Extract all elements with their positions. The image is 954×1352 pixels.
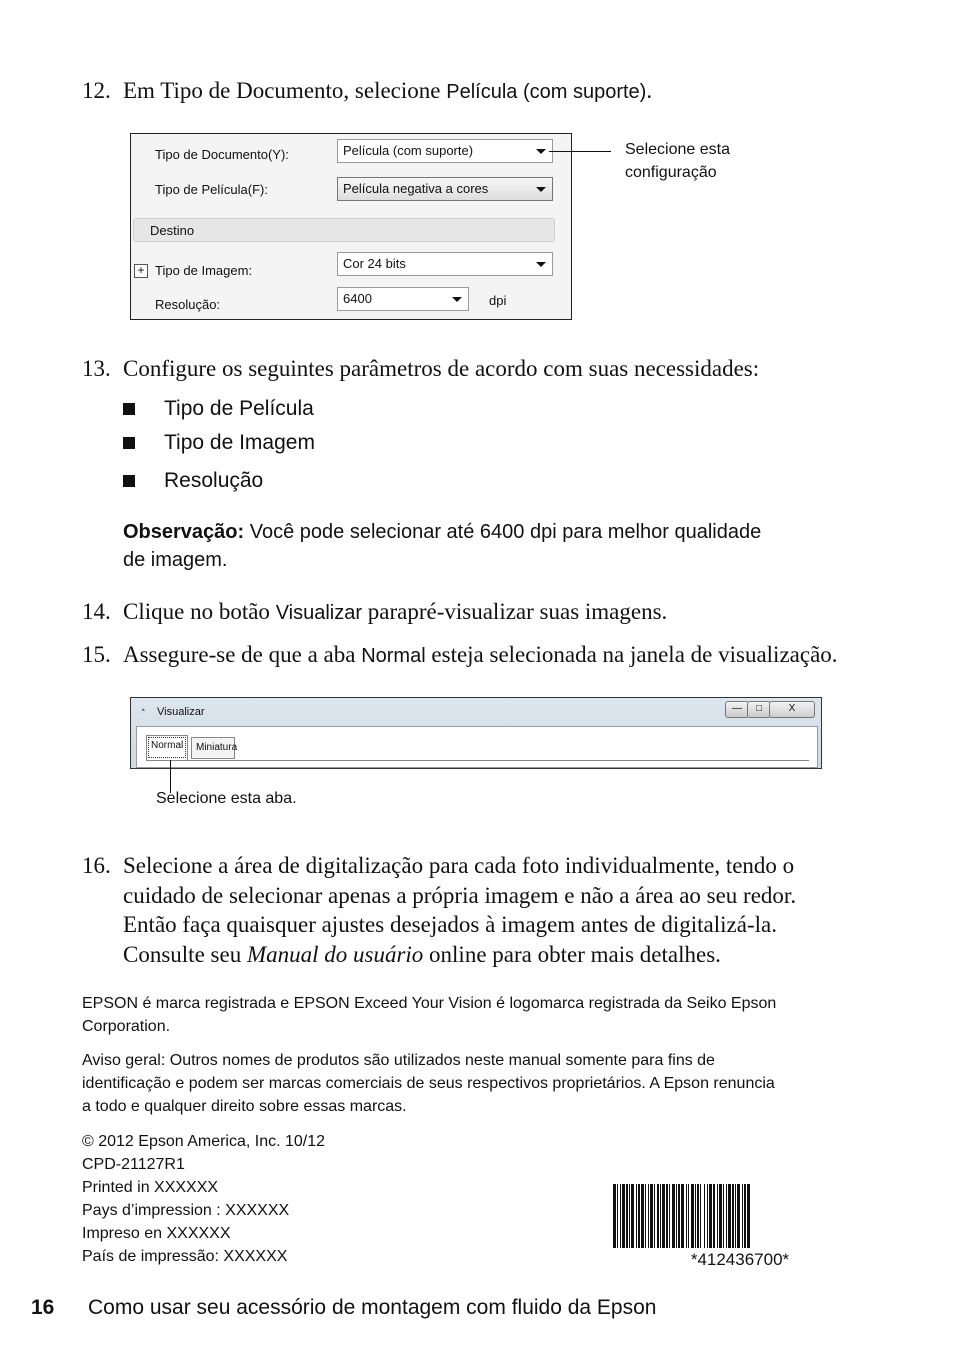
barcode-bar bbox=[666, 1184, 668, 1248]
barcode-bar bbox=[704, 1184, 705, 1248]
barcode-text: *412436700* bbox=[690, 1250, 790, 1269]
imprint: © 2012 Epson America, Inc. 10/12 CPD-21127R1 Printed in XXXXXX Pays d’impression : XXXXXX Impreso en XXXXXX País de impressão: XXXXXX bbox=[82, 1133, 326, 1265]
step-text: Selecione a área de digitalização para cada foto individualmente, tendo o cuidado de selecionar apenas a própria imagem e não a área ao seu redor. Então faça quaisquer ajustes desejados à imagem antes de digitalizá-la. Consulte seu Manual do usuário online para obter mais detalhes. bbox=[123, 853, 797, 967]
resolution-dropdown[interactable]: 6400 bbox=[337, 287, 469, 311]
barcode-bar bbox=[626, 1184, 628, 1248]
destination-section-header: Destino bbox=[133, 218, 555, 242]
preview-window-screenshot bbox=[130, 697, 822, 769]
barcode-bar bbox=[735, 1184, 736, 1248]
tab-normal[interactable]: Normal bbox=[146, 735, 188, 760]
step-text: Configure os seguintes parâmetros de acordo com suas necessidades: bbox=[123, 356, 760, 381]
barcode-bar bbox=[645, 1184, 646, 1248]
barcode-bar bbox=[629, 1184, 630, 1248]
step-number: 14. bbox=[82, 599, 111, 624]
barcode-bar bbox=[732, 1184, 734, 1248]
film-type-dropdown[interactable]: Película negativa a cores bbox=[337, 177, 553, 201]
barcode-bar bbox=[669, 1184, 670, 1248]
barcode-bar bbox=[695, 1184, 696, 1248]
step-text: Clique no botão Visualizar parapré-visualizar suas imagens. bbox=[123, 599, 668, 624]
barcode-bar bbox=[737, 1184, 740, 1248]
tab-divider bbox=[146, 760, 809, 761]
barcode-bar bbox=[641, 1184, 644, 1248]
window-controls bbox=[725, 701, 817, 717]
barcode-bar bbox=[631, 1184, 634, 1248]
step-text: Em Tipo de Documento, selecione Película (com suporte). bbox=[123, 78, 653, 103]
barcode-bar bbox=[723, 1184, 724, 1248]
footer-title: Como usar seu acessório de montagem com fluido da Epson bbox=[88, 1296, 657, 1319]
image-type-label: Tipo de Imagem: bbox=[155, 263, 253, 278]
ui-term: Normal bbox=[361, 645, 426, 667]
barcode-bar bbox=[700, 1184, 701, 1248]
resolution-label: Resolução: bbox=[155, 297, 221, 312]
square-bullet-icon bbox=[123, 475, 135, 487]
maximize-button[interactable]: □ bbox=[747, 701, 771, 718]
minimize-button[interactable]: — bbox=[725, 701, 749, 718]
barcode-bar bbox=[638, 1184, 640, 1248]
barcode-bar bbox=[622, 1184, 625, 1248]
barcode-bar bbox=[681, 1184, 684, 1248]
scanner-icon: ◔ bbox=[139, 705, 146, 717]
barcode bbox=[613, 1184, 867, 1248]
note-label: Observação: bbox=[123, 521, 245, 543]
ui-term: Visualizar bbox=[275, 602, 363, 624]
barcode-bar bbox=[717, 1184, 718, 1248]
barcode-bar bbox=[636, 1184, 637, 1248]
square-bullet-icon bbox=[123, 437, 135, 449]
step-number: 15. bbox=[82, 642, 111, 667]
barcode-bar bbox=[728, 1184, 731, 1248]
barcode-bar bbox=[686, 1184, 687, 1248]
barcode-bar bbox=[657, 1184, 659, 1248]
barcode-bar bbox=[688, 1184, 689, 1248]
step-number: 12. bbox=[82, 78, 111, 103]
barcode-bar bbox=[713, 1184, 715, 1248]
page-footer bbox=[31, 1296, 657, 1320]
settings-screenshot bbox=[130, 133, 572, 320]
general-notice: Aviso geral: Outros nomes de produtos são utilizados neste manual somente para fins de identificação e podem ser marcas comerciais de seus respectivos proprietários. A Epson renuncia a todo e qualquer direito sobre essas marcas. bbox=[82, 1052, 775, 1115]
barcode-bar bbox=[742, 1184, 743, 1248]
page-number: 16 bbox=[31, 1296, 55, 1319]
barcode-bar bbox=[744, 1184, 746, 1248]
barcode-bar bbox=[613, 1184, 616, 1248]
barcode-bar bbox=[617, 1184, 618, 1248]
dpi-unit: dpi bbox=[489, 293, 507, 308]
window-title: Visualizar bbox=[157, 706, 205, 718]
barcode-bar bbox=[726, 1184, 727, 1248]
barcode-bar bbox=[691, 1184, 694, 1248]
note: Observação: Você pode selecionar até 6400 dpi para melhor qualidade de imagem. bbox=[123, 521, 762, 571]
doc-type-label: Tipo de Documento(Y): bbox=[155, 147, 289, 162]
callout-text: Selecione esta configuração bbox=[625, 141, 730, 181]
manual-title: Manual do usuário bbox=[246, 941, 424, 967]
film-type-label: Tipo de Película(F): bbox=[155, 182, 268, 197]
image-type-dropdown[interactable]: Cor 24 bits bbox=[337, 252, 553, 276]
chevron-down-icon bbox=[536, 262, 546, 267]
callout-text: Selecione esta aba. bbox=[156, 790, 297, 807]
barcode-bar bbox=[709, 1184, 712, 1248]
barcode-bar bbox=[719, 1184, 722, 1248]
barcode-bar bbox=[676, 1184, 677, 1248]
barcode-bar bbox=[650, 1184, 653, 1248]
callout-line bbox=[549, 151, 611, 152]
barcode-bar bbox=[620, 1184, 621, 1248]
barcode-bar bbox=[672, 1184, 675, 1248]
barcode-bar bbox=[707, 1184, 708, 1248]
chevron-down-icon bbox=[536, 149, 546, 154]
barcode-bar bbox=[678, 1184, 680, 1248]
step-number: 13. bbox=[82, 356, 111, 381]
close-button[interactable]: X bbox=[769, 701, 815, 718]
preview-pane bbox=[136, 726, 818, 768]
barcode-bar bbox=[648, 1184, 649, 1248]
barcode-bar bbox=[662, 1184, 665, 1248]
square-bullet-icon bbox=[123, 403, 135, 415]
tab-miniatura[interactable]: Miniatura bbox=[191, 737, 235, 759]
barcode-bar bbox=[660, 1184, 661, 1248]
chevron-down-icon bbox=[536, 187, 546, 192]
step-text: Assegure-se de que a aba Normal esteja selecionada na janela de visualização. bbox=[123, 642, 838, 667]
ui-term: Película (com suporte) bbox=[446, 81, 647, 103]
step-number: 16. bbox=[82, 853, 111, 878]
callout-line bbox=[170, 760, 171, 793]
trademark-notice: EPSON é marca registrada e EPSON Exceed Your Vision é logomarca registrada da Seiko Epson Corporation. bbox=[82, 995, 777, 1035]
barcode-bar bbox=[697, 1184, 699, 1248]
doc-type-dropdown[interactable]: Película (com suporte) bbox=[337, 139, 553, 163]
expand-icon[interactable]: + bbox=[134, 264, 148, 278]
barcode-bar bbox=[747, 1184, 750, 1248]
chevron-down-icon bbox=[452, 297, 462, 302]
barcode-bar bbox=[654, 1184, 655, 1248]
